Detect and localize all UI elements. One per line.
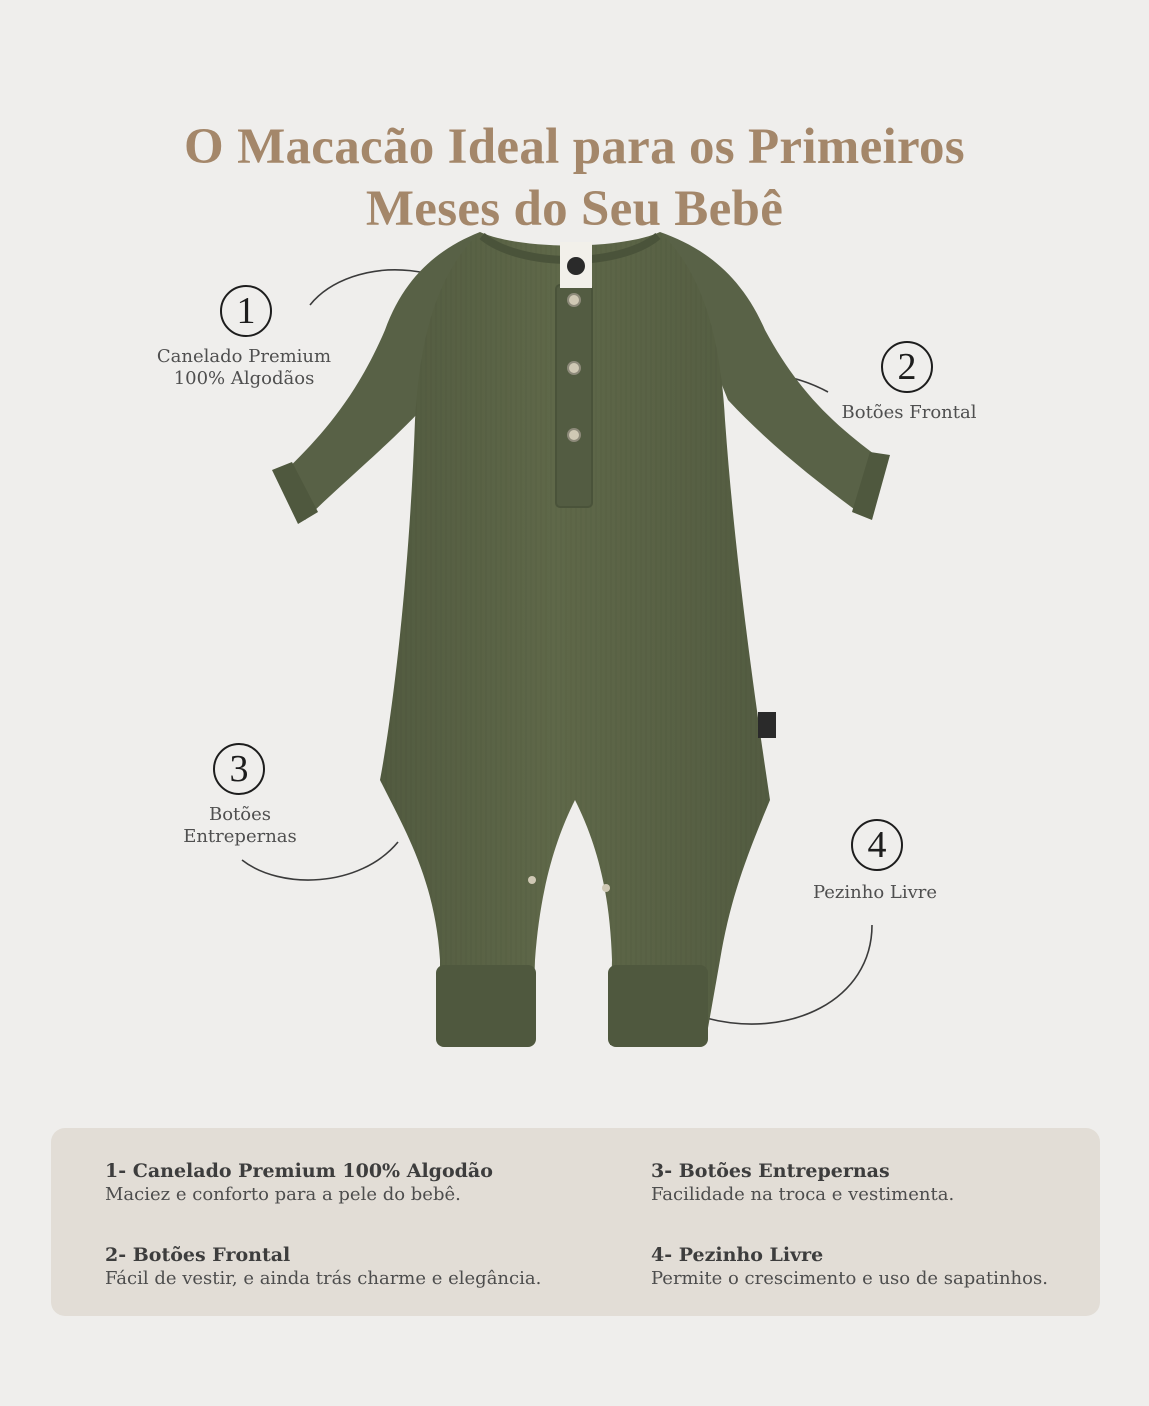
callout-4-badge: 4 [851, 819, 903, 871]
callout-2-label [820, 402, 998, 424]
romper-shape [272, 232, 890, 1047]
feature-4-description: Permite o crescimento e uso de sapatinhos. [651, 1268, 1048, 1289]
feature-3 [651, 1160, 954, 1206]
callout-1-line-2: 100% Algodãos [173, 368, 315, 389]
callout-2-badge: 2 [881, 341, 933, 393]
callout-1-badge: 1 [220, 285, 272, 337]
callout-3-badge: 3 [213, 743, 265, 795]
features-panel [51, 1128, 1100, 1316]
callout-1-line-1: Canelado Premium [156, 346, 332, 367]
feature-1-description: Maciez e conforto para a pele do bebê. [105, 1184, 461, 1205]
callout-4-arc [706, 925, 872, 1024]
feature-3-description: Facilidade na troca e vestimenta. [651, 1184, 955, 1205]
feature-4-heading: 4- Pezinho Livre [651, 1244, 824, 1266]
callout-3-line-2: Entrepernas [183, 826, 297, 847]
callout-2-line-1: Botões Frontal [841, 402, 977, 423]
feature-3-heading: 3- Botões Entrepernas [651, 1160, 890, 1182]
feature-2-description: Fácil de vestir, e ainda trás charme e elegância. [105, 1268, 542, 1289]
callout-4-line-1: Pezinho Livre [812, 882, 938, 903]
feature-4 [651, 1244, 1048, 1290]
callout-3-line-1: Botões [208, 804, 272, 825]
feature-2-heading: 2- Botões Frontal [105, 1244, 291, 1266]
feature-1-heading: 1- Canelado Premium 100% Algodão [105, 1160, 493, 1182]
feature-2 [105, 1244, 541, 1290]
callout-1-label [140, 346, 348, 390]
feature-1 [105, 1160, 493, 1206]
title-line-2: Meses do Seu Bebê [365, 181, 784, 238]
callout-4-label [790, 882, 960, 904]
callout-3-label [160, 804, 320, 848]
title-line-1: O Macacão Ideal para os Primeiros [184, 119, 965, 176]
